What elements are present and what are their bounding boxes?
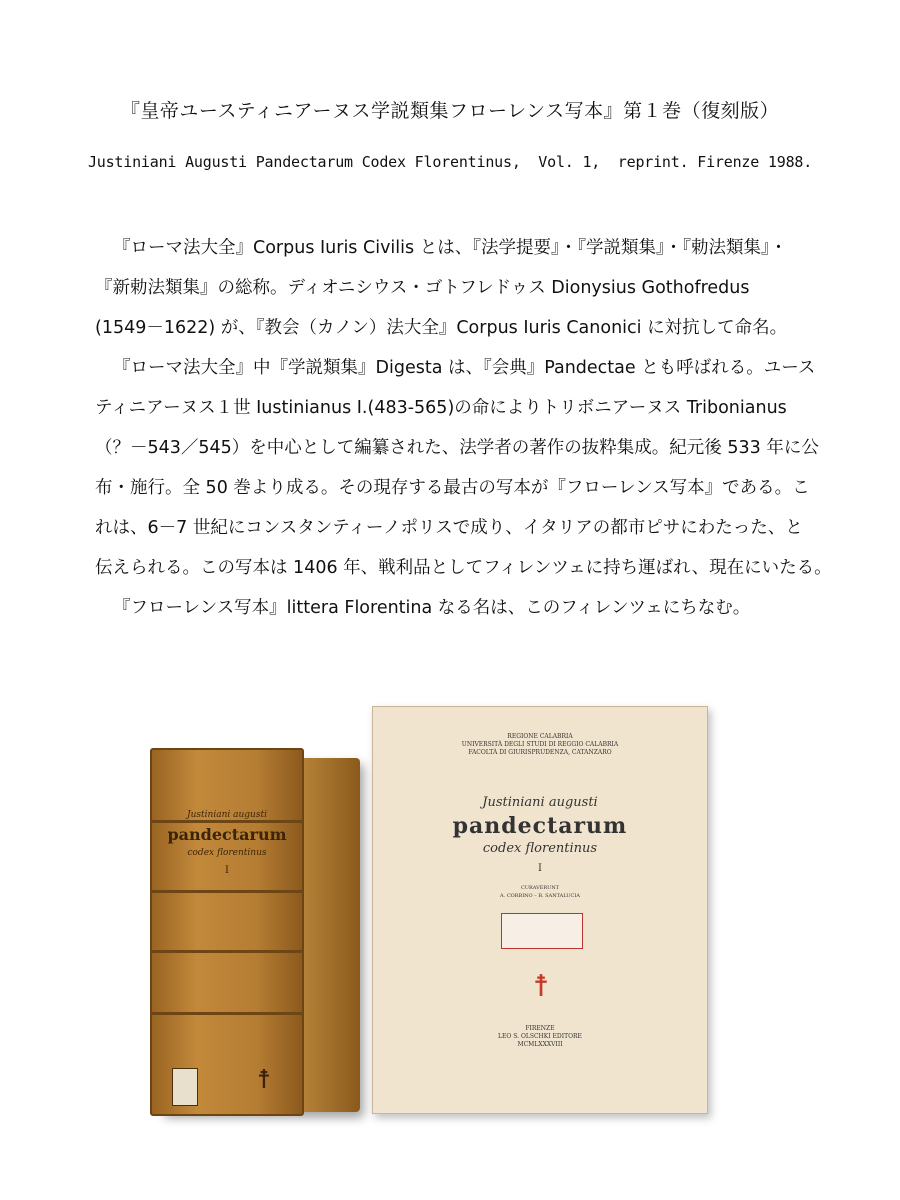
library-label (172, 1068, 198, 1106)
spine-title-line: pandectarum (167, 825, 287, 844)
title-line: codex florentinus (482, 841, 598, 856)
book-photo (150, 700, 710, 1120)
page-subtitle: Justiniani Augusti Pandectarum Codex Florentinus, Vol. 1, reprint. Firenze 1988. (87, 153, 813, 171)
paragraph-line: ティニアーヌス１世 Iustinianus I.(483-565)の命によりトリボニアーヌス Tribonianus (95, 398, 787, 418)
page-title: 『皇帝ユースティニアーヌス学説類集フローレンス写本』第１巻（復刻版） (120, 100, 780, 122)
description-paragraph (95, 228, 832, 628)
publisher-header: REGIONE CALABRIA (507, 733, 573, 740)
editors-label: CURAVERUNT (520, 885, 560, 891)
spine-title-line: Justiniani augusti (187, 810, 267, 820)
title-line: Justiniani augusti (482, 795, 598, 810)
publisher-header: UNIVERSITÀ DEGLI STUDI DI REGGIO CALABRIA (461, 741, 619, 748)
cross-seal-icon: ☨ (256, 1065, 272, 1095)
publication-year: MCMLXXXVIII (517, 1041, 563, 1048)
paragraph-line: 『ローマ法大全』中『学説類集』Digesta は、『会典』Pandectae とも呼ばれる。ユース (113, 358, 816, 378)
volume-number: I (538, 863, 542, 874)
paragraph-line: (1549－1622) が、『教会（カノン）法大全』Corpus Iuris Canonici に対抗して命名。 (95, 318, 788, 338)
library-stamp (501, 913, 583, 949)
spine-band (152, 950, 302, 953)
paragraph-line: 『ローマ法大全』Corpus Iuris Civilis とは、『法学提要』・『学説類集』・『勅法類集』・ (113, 238, 788, 258)
publisher-header: FACOLTÀ DI GIURISPRUDENZA, CATANZARO (468, 749, 612, 756)
book-spine (150, 748, 304, 1116)
spine-band (152, 820, 302, 823)
publisher-name: LEO S. OLSCHKI EDITORE (498, 1033, 582, 1040)
cross-seal-icon: ☨ (532, 969, 550, 1004)
editors: A. CORBINO – B. SANTALUCIA (500, 893, 580, 899)
title-line: pandectarum (452, 813, 628, 839)
spine-volume: I (225, 865, 229, 876)
publisher-city: FIRENZE (525, 1025, 555, 1032)
spine-band (152, 1012, 302, 1015)
paragraph-line: 伝えられる。この写本は 1406 年、戦利品としてフィレンツェに持ち運ばれ、現在にいたる。 (95, 558, 832, 578)
paragraph-line: 布・施行。全 50 巻より成る。その現存する最古の写本が『フローレンス写本』である。こ (95, 478, 810, 498)
paragraph-line: （？－543／545）を中心として編纂された、法学者の著作の抜粋集成。紀元後 533 年に公 (95, 438, 819, 458)
paragraph-line: 『フローレンス写本』littera Florentina なる名は、このフィレンツェにちなむ。 (113, 598, 751, 618)
title-page (372, 706, 708, 1114)
paragraph-line: れは、6－7 世紀にコンスタンティーノポリスで成り、イタリアの都市ピサにわたった、と (95, 518, 803, 538)
spine-title-line: codex florentinus (187, 848, 267, 858)
spine-band (152, 890, 302, 893)
paragraph-line: 『新勅法類集』の総称。ディオニシウス・ゴトフレドゥス Dionysius Gothofredus (95, 278, 750, 298)
